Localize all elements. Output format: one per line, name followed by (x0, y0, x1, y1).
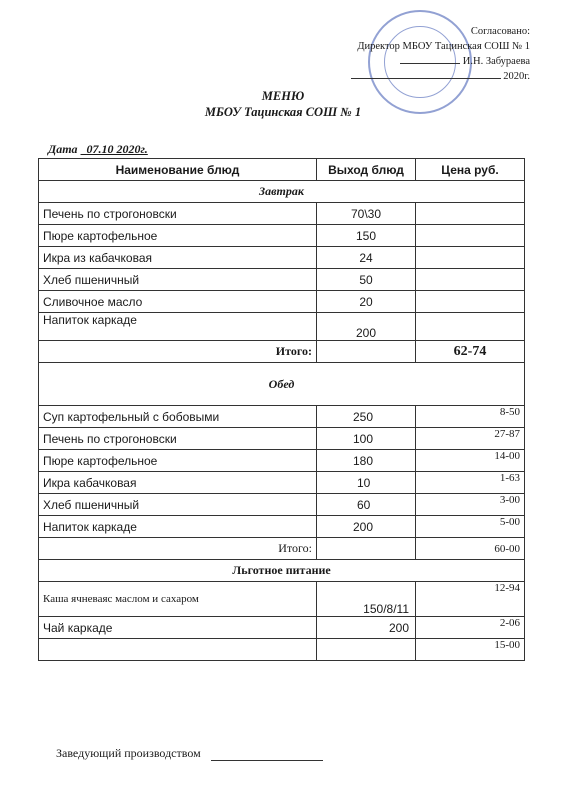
footer-label: Заведующий производством (56, 746, 201, 760)
dish-qty: 200 (317, 617, 416, 639)
table-row (39, 582, 525, 617)
header-price: Цена руб. (416, 159, 525, 181)
menu-table (38, 158, 525, 661)
dish-price: 1-63 (416, 472, 525, 494)
section-breakfast (39, 181, 525, 203)
lunch-total-label: Итого: (39, 538, 317, 560)
table-row (39, 291, 525, 313)
dish-qty: 250 (317, 406, 416, 428)
dish-price (416, 269, 525, 291)
title-school: МБОУ Тацинская СОШ № 1 (204, 105, 362, 119)
date-value (81, 142, 148, 156)
table-header (39, 159, 525, 181)
dish-qty: 150 (317, 225, 416, 247)
subsidized-total-value: 15-00 (416, 639, 525, 661)
subsidized-total-qty (317, 639, 416, 661)
dish-name: Суп картофельный с бобовыми (39, 406, 317, 428)
table-row (39, 203, 525, 225)
page-title (0, 88, 566, 120)
dish-qty: 70\30 (317, 203, 416, 225)
table-row (39, 516, 525, 538)
table-row (39, 494, 525, 516)
section-lunch (39, 363, 525, 406)
dish-name: Икра кабачковая (39, 472, 317, 494)
dish-price: 8-50 (416, 406, 525, 428)
dish-name: Печень по строгоновски (39, 203, 317, 225)
date-label: Дата (48, 142, 78, 156)
table-row (39, 450, 525, 472)
subsidized-total-row (39, 639, 525, 661)
dish-price: 12-94 (416, 582, 525, 617)
dish-name: Печень по строгоновски (39, 428, 317, 450)
table-row (39, 472, 525, 494)
approval-block (351, 24, 530, 84)
table-row (39, 406, 525, 428)
header-portion: Выход блюд (317, 159, 416, 181)
breakfast-total-label: Итого: (39, 341, 317, 363)
approval-date-line (351, 69, 530, 84)
dish-qty: 150/8/11 (317, 582, 416, 617)
breakfast-title: Завтрак (39, 181, 525, 203)
lunch-title: Обед (39, 363, 525, 406)
breakfast-total-row (39, 341, 525, 363)
table-row (39, 269, 525, 291)
dish-name: Напиток каркаде (39, 313, 317, 341)
dish-price: 2-06 (416, 617, 525, 639)
date-line (48, 142, 148, 157)
dish-name: Пюре картофельное (39, 225, 317, 247)
breakfast-total-value: 62-74 (416, 341, 525, 363)
dish-qty: 100 (317, 428, 416, 450)
dish-price: 27-87 (416, 428, 525, 450)
dish-name: Каша ячневаяс маслом и сахаром (39, 582, 317, 617)
table-row (39, 313, 525, 341)
approval-heading: Согласовано: (470, 26, 530, 37)
dish-price: 5-00 (416, 516, 525, 538)
dish-qty: 60 (317, 494, 416, 516)
dish-name: Пюре картофельное (39, 450, 317, 472)
dish-price (416, 247, 525, 269)
table-row (39, 225, 525, 247)
dish-price (416, 203, 525, 225)
approval-name: И.Н. Забураева (462, 56, 530, 67)
lunch-total-row (39, 538, 525, 560)
approval-director: Директор МБОУ Тацинская СОШ № 1 (357, 41, 530, 52)
table-row (39, 428, 525, 450)
dish-name: Хлеб пшеничный (39, 269, 317, 291)
dish-price (416, 225, 525, 247)
dish-qty: 20 (317, 291, 416, 313)
dish-name: Сливочное масло (39, 291, 317, 313)
lunch-total-value: 60-00 (416, 538, 525, 560)
table-row (39, 617, 525, 639)
footer-signature (56, 746, 323, 761)
dish-price (416, 291, 525, 313)
date-value-text: 07.10 2020г. (86, 142, 148, 156)
approval-signature-line (351, 54, 530, 69)
dish-name: Икра из кабачковая (39, 247, 317, 269)
signature-line (211, 748, 323, 761)
dish-qty: 200 (317, 313, 416, 341)
dish-name: Хлеб пшеничный (39, 494, 317, 516)
dish-price: 3-00 (416, 494, 525, 516)
approval-year: 2020г. (503, 71, 530, 82)
dish-qty: 50 (317, 269, 416, 291)
subsidized-title: Льготное питание (39, 560, 525, 582)
lunch-total-qty (317, 538, 416, 560)
dish-price: 14-00 (416, 450, 525, 472)
dish-qty: 200 (317, 516, 416, 538)
dish-qty: 180 (317, 450, 416, 472)
section-subsidized (39, 560, 525, 582)
title-menu: МЕНЮ (261, 89, 305, 103)
subsidized-total-label (39, 639, 317, 661)
breakfast-total-qty (317, 341, 416, 363)
dish-qty: 10 (317, 472, 416, 494)
dish-qty: 24 (317, 247, 416, 269)
header-dish: Наименование блюд (39, 159, 317, 181)
dish-name: Напиток каркаде (39, 516, 317, 538)
dish-name: Чай каркаде (39, 617, 317, 639)
table-row (39, 247, 525, 269)
dish-price (416, 313, 525, 341)
